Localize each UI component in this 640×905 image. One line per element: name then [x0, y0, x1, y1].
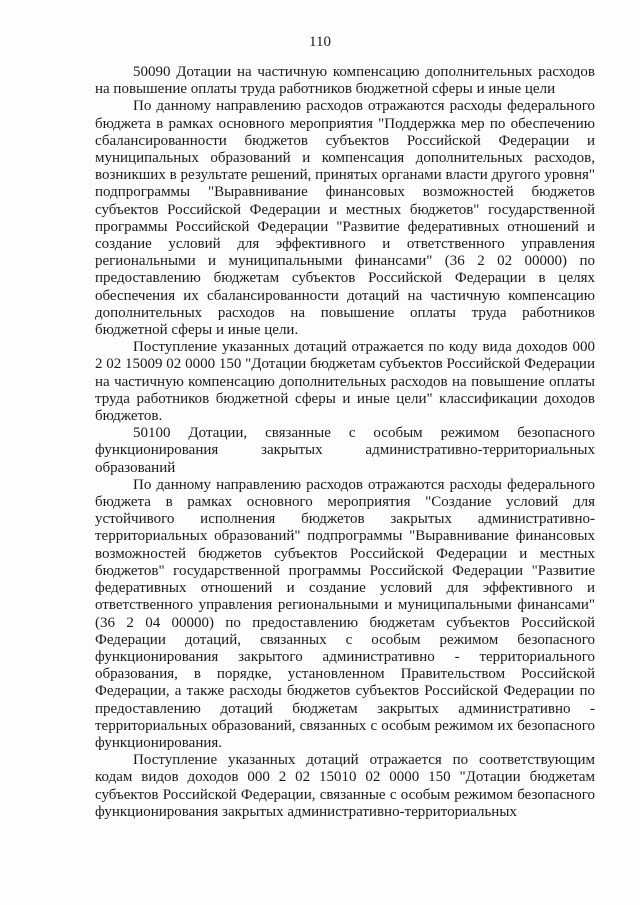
paragraph-50100-income: Поступление указанных дотаций отражается по соответствующим кодам видов доходов 000 2 02 15010 02 0000 150 "Дотации бюджетам субъектов Российской Федерации, связанные с особым режимом безопасного функционирования закрытых административно-территориальных — [95, 752, 595, 820]
page-number: 110 — [309, 34, 331, 50]
section-heading-50100: 50100 Дотации, связанные с особым режимом безопасного функционирования закрытых административно-территориальных образований — [95, 425, 595, 476]
paragraph-50090-income: Поступление указанных дотаций отражается по коду вида доходов 000 2 02 15009 02 0000 150 "Дотации бюджетам субъектов Российской Федерации на частичную компенсацию дополнительных расходов на повышение оплаты труда работников бюджетной сферы и иные цели" классификации доходов бюджетов. — [95, 339, 595, 425]
paragraph-50100-description: По данному направлению расходов отражаются расходы федерального бюджета в рамках основного мероприятия "Создание условий для устойчивого исполнения бюджетов закрытых административно-территориальных образований" подпрограммы "Выравнивание финансовых возможностей бюджетов субъектов Российской Федерации и местных бюджетов" государственной программы Российской Федерации "Развитие федеративных отношений и создание условий для эффективного и ответственного управления региональными и муниципальными финансами" (36 2 04 00000) по предоставлению бюджетам субъектов Российской Федерации дотаций, связанных с особым режимом безопасного функционирования закрытого административно - территориального образования, в порядке, установленном Правительством Российской Федерации, а также расходы бюджетов субъектов Российской Федерации по предоставлению дотаций бюджетам закрытых административно - территориальных образований, связанных с особым режимом их безопасного функционирования. — [95, 476, 595, 751]
paragraph-50090-description: По данному направлению расходов отражаются расходы федерального бюджета в рамках основного мероприятия "Поддержка мер по обеспечению сбалансированности бюджетов субъектов Российской Федерации и муниципальных образований и компенсация дополнительных расходов, возникших в результате решений, принятых органами власти другого уровня" подпрограммы "Выравнивание финансовых возможностей бюджетов субъектов Российской Федерации и местных бюджетов" государственной программы Российской Федерации "Развитие федеративных отношений и создание условий для эффективного и ответственного управления региональными и муниципальными финансами" (36 2 02 00000) по предоставлению бюджетам субъектов Российской Федерации в целях обеспечения их сбалансированности дотаций на частичную компенсацию дополнительных расходов на повышение оплаты труда работников бюджетной сферы и иные цели. — [95, 98, 595, 339]
document-body — [95, 64, 595, 821]
section-heading-50090: 50090 Дотации на частичную компенсацию дополнительных расходов на повышение оплаты труда работников бюджетной сферы и иные цели — [95, 64, 595, 98]
